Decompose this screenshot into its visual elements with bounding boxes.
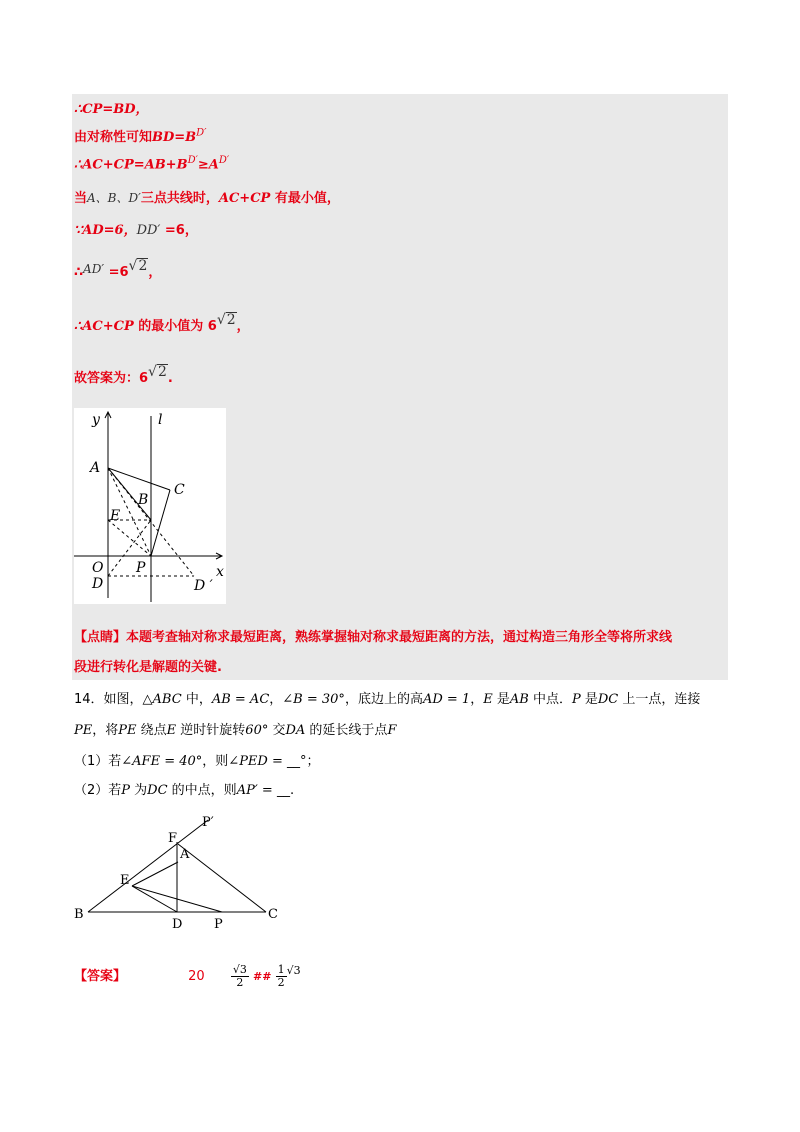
label-D: D bbox=[172, 917, 183, 932]
figure-triangle-diagram bbox=[74, 812, 296, 932]
problem-text: ， bbox=[470, 692, 484, 707]
solution-line-4 bbox=[74, 187, 340, 206]
figure-triangle-svg bbox=[74, 812, 296, 932]
question-text: （1）若 bbox=[74, 754, 122, 769]
problem-text: ， bbox=[269, 692, 283, 707]
problem-text: ，底边上的高 bbox=[344, 692, 423, 707]
answer-sqrt3: √3 bbox=[286, 964, 301, 977]
label-l: l bbox=[158, 412, 163, 428]
problem-math: DA bbox=[285, 723, 306, 738]
comment-line-2 bbox=[74, 656, 222, 675]
solution-line-8 bbox=[74, 364, 173, 386]
label-A: A bbox=[180, 847, 190, 862]
question-text: ，则 bbox=[202, 754, 229, 769]
solution-line-5 bbox=[74, 219, 198, 238]
problem-math: PE bbox=[118, 723, 137, 738]
segment-CP bbox=[151, 490, 170, 556]
label-P: P bbox=[136, 560, 146, 576]
label-E: E bbox=[120, 873, 130, 888]
problem-math: AB bbox=[509, 692, 529, 707]
solution-math: BD=B bbox=[152, 130, 197, 145]
problem-text: 逆时针旋转 bbox=[176, 723, 246, 738]
problem-math: 60° bbox=[245, 723, 269, 738]
label-F: F bbox=[168, 831, 178, 846]
sqrt-radicand: 2 bbox=[138, 258, 148, 274]
answer-blank: __°； bbox=[287, 754, 320, 769]
solution-math: ∴AC+CP=AB+B bbox=[74, 157, 188, 173]
fraction-denominator: 2 bbox=[236, 976, 244, 989]
answer-fraction-2 bbox=[276, 964, 287, 989]
label-B: B bbox=[138, 492, 149, 508]
problem-line-1 bbox=[74, 688, 700, 707]
sqrt-symbol: √2 bbox=[148, 364, 167, 380]
problem-question-2 bbox=[74, 779, 294, 798]
problem-text: 是 bbox=[580, 692, 598, 707]
problem-text: 中点． bbox=[528, 692, 572, 707]
problem-text: 上一点，连接 bbox=[618, 692, 701, 707]
solution-math: ≥A bbox=[197, 157, 219, 173]
answer-fraction-1 bbox=[231, 964, 249, 989]
problem-math: E bbox=[483, 692, 493, 707]
answer-blank: __. bbox=[276, 783, 295, 798]
fraction-numerator: 1 bbox=[277, 963, 285, 976]
comment-tag: 【点睛】 bbox=[74, 630, 127, 645]
solution-text: 有最小值， bbox=[270, 191, 340, 206]
label-D-prime: D ′ bbox=[194, 578, 213, 594]
label-y: y bbox=[92, 412, 100, 428]
solution-text: 的最小值为 6 bbox=[133, 319, 217, 334]
problem-text: 的延长线于点 bbox=[305, 723, 388, 738]
problem-math: F bbox=[387, 723, 397, 738]
comment-line-1 bbox=[74, 626, 672, 645]
label-C: C bbox=[174, 482, 185, 498]
problem-math: PE bbox=[74, 723, 93, 738]
answer-tag: 【答案】 bbox=[74, 969, 127, 984]
solution-math: A、B、D′ bbox=[87, 191, 141, 205]
problem-math: P bbox=[571, 692, 581, 707]
solution-text: ， bbox=[148, 265, 162, 280]
label-x: x bbox=[216, 564, 224, 580]
solution-math: AD′ bbox=[83, 262, 105, 276]
solution-math: ∴AC+CP bbox=[74, 319, 134, 334]
label-A: A bbox=[90, 460, 101, 476]
label-P: P bbox=[214, 917, 223, 932]
problem-math: DC bbox=[597, 692, 619, 707]
label-P-prime: P′ bbox=[202, 815, 214, 830]
solution-text: =6 bbox=[104, 265, 129, 280]
problem-text: 绕点 bbox=[136, 723, 167, 738]
dashed-EP bbox=[108, 520, 151, 556]
answer-line bbox=[74, 964, 301, 989]
segment-B-Pprime bbox=[88, 820, 208, 912]
solution-math: ∵AD=6， bbox=[74, 223, 137, 238]
solution-line-2 bbox=[74, 126, 206, 145]
solution-line-1 bbox=[74, 98, 149, 117]
solution-text: 当 bbox=[74, 191, 88, 206]
solution-text: ∴CP=BD， bbox=[74, 102, 149, 117]
solution-text: 故答案为：6 bbox=[74, 371, 149, 386]
sqrt-symbol: √2 bbox=[128, 258, 148, 274]
solution-line-3 bbox=[74, 155, 229, 172]
problem-math: E bbox=[166, 723, 177, 738]
question-text: （2）若 bbox=[74, 783, 122, 798]
solution-text: ， bbox=[236, 319, 250, 334]
problem-text: 是 bbox=[492, 692, 510, 707]
segment-EA bbox=[132, 862, 178, 886]
problem-text: 14．如图， bbox=[74, 692, 143, 707]
comment-text: 段进行转化是解题的关键. bbox=[74, 660, 222, 675]
question-math: AP′ = bbox=[236, 783, 277, 798]
label-D: D bbox=[92, 576, 104, 592]
question-text: 为 bbox=[130, 783, 148, 798]
solution-line-7 bbox=[74, 312, 250, 334]
question-math: DC bbox=[147, 783, 168, 798]
solution-math: AC+CP bbox=[218, 191, 271, 206]
problem-math: AD = 1 bbox=[422, 692, 471, 707]
solution-text: 三点共线时， bbox=[140, 191, 219, 206]
solution-text: ∴ bbox=[74, 265, 84, 280]
figure-coordinate-svg bbox=[74, 408, 226, 604]
label-B: B bbox=[74, 907, 84, 922]
question-math: ∠AFE = 40° bbox=[121, 754, 203, 769]
solution-line-6 bbox=[74, 258, 161, 280]
fraction-numerator: √3 bbox=[232, 963, 247, 976]
sqrt-radicand: 2 bbox=[226, 312, 236, 328]
answer-value-1: 20 bbox=[188, 969, 205, 984]
solution-text: =6， bbox=[160, 223, 198, 238]
problem-text: ，将 bbox=[92, 723, 119, 738]
segment-ED bbox=[132, 886, 177, 912]
solution-math: D′ bbox=[187, 155, 198, 166]
question-text: 的中点，则 bbox=[167, 783, 237, 798]
sqrt-symbol: √2 bbox=[216, 312, 236, 328]
solution-text: . bbox=[167, 371, 173, 386]
figure-coordinate-diagram bbox=[74, 408, 226, 604]
label-E: E bbox=[110, 508, 121, 524]
solution-math: D′ bbox=[218, 155, 230, 166]
problem-math: ∠B = 30° bbox=[282, 692, 345, 707]
sqrt-radicand: 2 bbox=[157, 364, 167, 380]
solution-text: 由对称性可知 bbox=[74, 130, 153, 145]
answer-separator: ## bbox=[253, 970, 272, 983]
problem-math: △ABC bbox=[142, 692, 182, 707]
problem-math: AB = AC bbox=[211, 692, 270, 707]
comment-text: 本题考查轴对称求最短距离，熟练掌握轴对称求最短距离的方法，通过构造三角形全等将所求线 bbox=[126, 630, 673, 645]
label-C: C bbox=[268, 907, 278, 922]
problem-text: 中， bbox=[181, 692, 212, 707]
question-math: P bbox=[121, 783, 131, 798]
segment-AC bbox=[178, 844, 266, 912]
fraction-denominator: 2 bbox=[277, 976, 285, 989]
solution-math: D′ bbox=[196, 127, 207, 139]
problem-line-2 bbox=[74, 719, 396, 738]
solution-math: DD′ bbox=[136, 223, 161, 238]
label-O: O bbox=[92, 560, 104, 576]
problem-question-1 bbox=[74, 750, 320, 769]
question-math: ∠PED = bbox=[228, 754, 288, 769]
problem-text: 交 bbox=[268, 723, 286, 738]
